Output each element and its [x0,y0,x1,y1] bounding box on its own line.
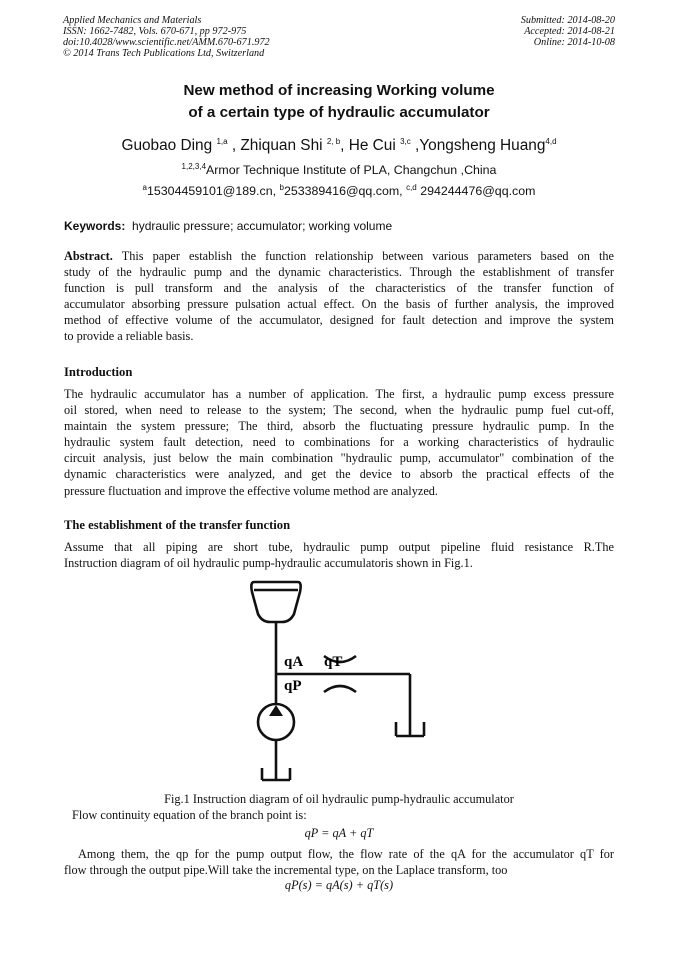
doi-line: doi:10.4028/www.scientific.net/AMM.670-671.972 [63,37,270,48]
email-mark: c,d [406,182,417,192]
intro-line: dynamic characteristics were analyzed, and get the device to absorb the practical effects of the [64,467,614,482]
equation-1: qP = qA + qT [304,826,374,840]
transfer-line: Assume that all piping are short tube, hydraulic pump output pipeline fluid resistance R.The [64,540,614,554]
abstract-line: function is pull transform and the analysis of the characteristics of the transfer function of [64,281,614,296]
intro-line: circuit analysis, just below the main combination "hydraulic pump, accumulator" combination of the [64,451,614,466]
affiliation-text: Armor Technique Institute of PLA, Changchun ,China [206,163,497,177]
submitted-date: Submitted: 2014-08-20 [520,15,615,26]
journal-info [63,15,270,59]
intro-line: maintain the system pressure; The third, absorb the fluctuating pressure hydraulic pump. In the [64,419,614,434]
throttle-arc-bottom [324,686,356,692]
author-name: He Cui [348,137,396,154]
abstract-line: accumulator absorbing pressure pulsation actual effect. On the basis of further analysis, the improved [64,297,614,312]
pump-arrow-icon [269,705,283,716]
keywords-label: Keywords: [64,219,126,233]
intro-line: hydraulic system fault detection, need to combinations for a working characteristics of hydraulic [64,435,614,450]
author-mark: 4,d [545,136,557,146]
author-list: Guobao Ding $^{1,a}$ , Zhiquan Shi $^{2, b}$, He Cui $^{3,c}$ ,Yongsheng Huang$^{4,d}$ [121,136,557,154]
among-paragraph [64,846,614,878]
label-qT: qT [324,654,343,670]
abstract-label: Abstract. [64,249,113,263]
paper-title [0,80,678,124]
email-link[interactable]: 253389416@qq.com, [283,184,403,198]
abstract-line: to provide a reliable basis. [64,329,194,344]
dates-info [521,15,615,48]
author-mark: 3,c [400,136,411,146]
transfer-line: Instruction diagram of oil hydraulic pump-hydraulic accumulatoris shown in Fig.1. [64,556,473,571]
accumulator-symbol [251,582,300,622]
email-link[interactable]: 15304459101@189.cn, [147,184,277,198]
accepted-date: Accepted: 2014-08-21 [524,26,615,37]
transfer-paragraph [64,539,614,571]
equation-2: qP(s) = qA(s) + qT(s) [284,878,394,892]
abstract-text: This paper establish the function relationship between various parameters based on the [121,249,614,263]
figure-caption: Fig.1 Instruction diagram of oil hydraulic pump-hydraulic accumulator [164,792,514,806]
author-mark: 2, b [326,136,341,146]
abstract-line [64,248,614,264]
keywords [64,219,392,233]
abstract-line: method of effective volume of the accumulator, designed for fault detection and improve the system [64,313,614,328]
intro-line: pressure fluctuation and improve the effective volume method are analyzed. [64,483,438,498]
title-line-2: of a certain type of hydraulic accumulator [188,104,490,121]
hydraulic-circuit-diagram [240,578,440,790]
email-link[interactable]: 294244476@qq.com [420,184,536,198]
email-mark: b [279,182,284,192]
label-qA: qA [284,654,304,670]
among-line: flow through the output pipe.Will take the incremental type, on the Laplace transform, too [64,863,508,878]
copyright-line: © 2014 Trans Tech Publications Ltd, Switzerland [63,48,265,59]
label-qP: qP [284,678,302,694]
author-name: Zhiquan Shi [240,137,323,154]
author-name: Guobao Ding [121,137,213,154]
title-line-1: New method of increasing Working volume [183,82,495,99]
flow-continuity-sentence: Flow continuity equation of the branch point is: [72,808,307,822]
author-name: Yongsheng Huang [419,137,546,154]
affiliation-mark: 1,2,3,4 [181,161,207,171]
intro-line: oil stored, when need to release to the system; The second, when the hydraulic pump fuel cut-off, [64,403,614,418]
journal-name: Applied Mechanics and Materials [63,15,202,26]
email-mark: a [142,182,147,192]
section-heading-introduction: Introduction [64,365,133,379]
abstract-paragraph [64,248,614,345]
author-mark: 1,a [216,136,228,146]
section-heading-transfer-function: The establishment of the transfer function [64,518,291,532]
abstract-line: study of the hydraulic pump and the dynamic characteristics. Through the establishment of transfer [64,265,614,280]
affiliation [0,163,678,177]
among-line: Among them, the qp for the pump output flow, the flow rate of the qA for the accumulator qT for [78,847,614,861]
introduction-paragraph [64,386,614,499]
intro-line: The hydraulic accumulator has a number of application. The first, a hydraulic pump excess pressure [64,387,614,401]
keywords-text: hydraulic pressure; accumulator; working volume [132,219,393,233]
email-list [0,184,678,198]
online-date: Online: 2014-10-08 [533,37,615,48]
issn-line: ISSN: 1662-7482, Vols. 670-671, pp 972-975 [63,26,247,37]
